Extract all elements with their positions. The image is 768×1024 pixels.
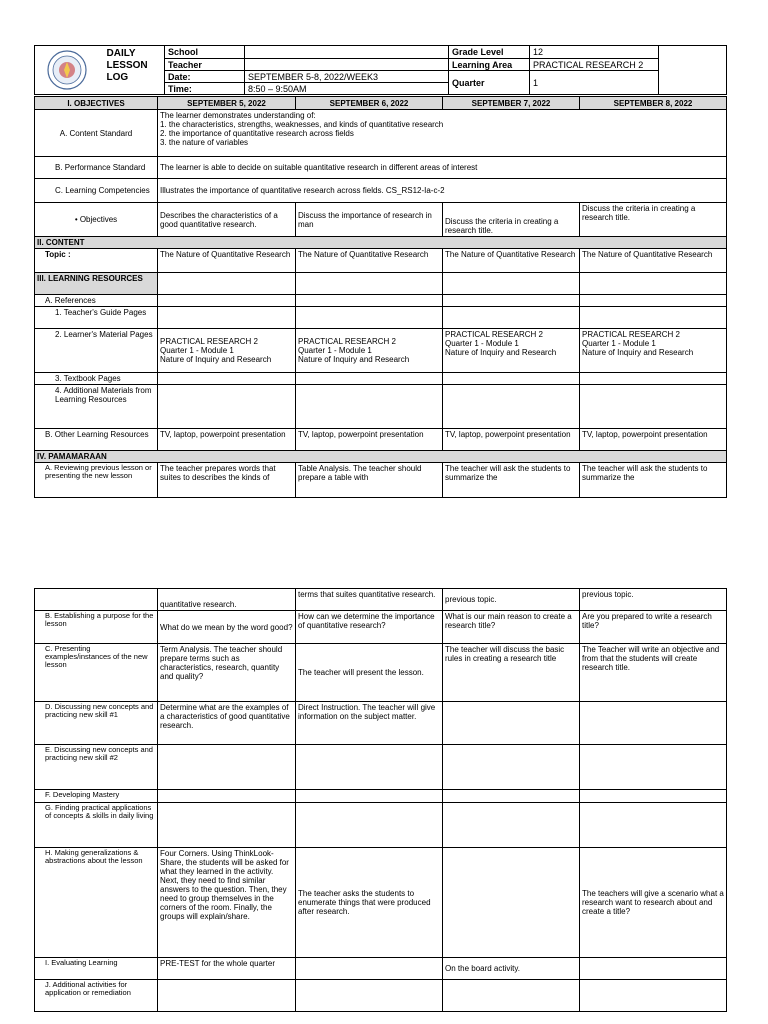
daily-lesson-log-title: DAILY LESSON LOG — [104, 46, 165, 95]
establishing-day-2: How can we determine the importance of quantitative research? — [296, 611, 443, 644]
mastery-label: F. Developing Mastery — [35, 790, 158, 803]
presenting-day-2: The teacher will present the lesson. — [296, 644, 443, 702]
establishing-day-4: Are you prepared to write a research title? — [580, 611, 727, 644]
teachers-guide-label: 1. Teacher's Guide Pages — [35, 307, 158, 329]
objectives-day-3: Discuss the criteria in creating a research title. — [443, 203, 580, 237]
teacher-value — [245, 59, 449, 71]
learning-area-value: PRACTICAL RESEARCH 2 — [530, 59, 659, 71]
grade-level-value: 12 — [530, 46, 659, 59]
quarter-label: Quarter — [449, 71, 530, 95]
performance-standard-label: B. Performance Standard — [35, 157, 158, 179]
reviewing-day-3: The teacher will ask the students to summarize the — [443, 463, 580, 498]
additional-materials-label: 4. Additional Materials from Learning Resources — [35, 385, 158, 429]
objectives-label: • Objectives — [35, 203, 158, 237]
header-table — [34, 45, 727, 95]
other-resources-day-2: TV, laptop, powerpoint presentation — [296, 429, 443, 451]
resources-heading: III. LEARNING RESOURCES — [35, 273, 158, 295]
objectives-day-1: Describes the characteristics of a good quantitative research. — [158, 203, 296, 237]
additional-activities-label: J. Additional activities for application or remediation — [35, 980, 158, 1012]
continued-day-3: previous topic. — [443, 589, 580, 611]
discussing-1-day-1: Determine what are the examples of a characteristics of good quantitative research. — [158, 702, 296, 745]
teacher-label: Teacher — [165, 59, 245, 71]
continued-day-1: quantitative research. — [158, 589, 296, 611]
learning-area-label: Learning Area — [449, 59, 530, 71]
continued-day-4: previous topic. — [580, 589, 727, 611]
generalizations-day-3 — [443, 848, 580, 958]
lesson-table-1 — [34, 96, 727, 498]
generalizations-label: H. Making generalizations & abstractions about the lesson — [35, 848, 158, 958]
discussing-1-day-3 — [443, 702, 580, 745]
lesson-log-page-2 — [0, 585, 768, 1024]
establishing-day-1: What do we mean by the word good? — [158, 611, 296, 644]
other-resources-label: B. Other Learning Resources — [35, 429, 158, 451]
learners-material-label: 2. Learner's Material Pages — [35, 329, 158, 373]
discussing-1-label: D. Discussing new concepts and practicing new skill #1 — [35, 702, 158, 745]
reviewing-day-1: The teacher prepares words that suites to describes the kinds of — [158, 463, 296, 498]
other-resources-day-4: TV, laptop, powerpoint presentation — [580, 429, 727, 451]
evaluating-label: I. Evaluating Learning — [35, 958, 158, 980]
time-label: Time: — [165, 83, 245, 95]
performance-standard-text: The learner is able to decide on suitable quantitative research in different areas of interest — [158, 157, 727, 179]
school-label: School — [165, 46, 245, 59]
date-value: SEPTEMBER 5-8, 2022/WEEK3 — [245, 71, 449, 83]
learners-material-day-2: PRACTICAL RESEARCH 2 Quarter 1 - Module 1 Nature of Inquiry and Research — [296, 329, 443, 373]
other-resources-day-1: TV, laptop, powerpoint presentation — [158, 429, 296, 451]
evaluating-day-1: PRE-TEST for the whole quarter — [158, 958, 296, 980]
day-header-3: SEPTEMBER 7, 2022 — [443, 97, 580, 110]
reviewing-label: A. Reviewing previous lesson or presenting the new lesson — [35, 463, 158, 498]
presenting-day-1: Term Analysis. The teacher should prepare terms such as characteristics, research, quantity and quality? — [158, 644, 296, 702]
generalizations-day-2: The teacher asks the students to enumerate things that were produced after research. — [296, 848, 443, 958]
discussing-2-label: E. Discussing new concepts and practicing new skill #2 — [35, 745, 158, 790]
content-heading: II. CONTENT — [35, 237, 727, 249]
generalizations-day-4: The teachers will give a scenario what a research want to research about and create a title? — [580, 848, 727, 958]
day-header-2: SEPTEMBER 6, 2022 — [296, 97, 443, 110]
presenting-day-3: The teacher will discuss the basic rules in creating a research title — [443, 644, 580, 702]
learners-material-day-3: PRACTICAL RESEARCH 2 Quarter 1 - Module 1 Nature of Inquiry and Research — [443, 329, 580, 373]
topic-day-2: The Nature of Quantitative Research — [296, 249, 443, 273]
evaluating-day-4 — [580, 958, 727, 980]
competencies-label: C. Learning Competencies — [35, 179, 158, 203]
quarter-value: 1 — [530, 71, 659, 95]
topic-day-3: The Nature of Quantitative Research — [443, 249, 580, 273]
date-label: Date: — [165, 71, 245, 83]
reviewing-day-4: The teacher will ask the students to summarize the — [580, 463, 727, 498]
learners-material-day-4: PRACTICAL RESEARCH 2 Quarter 1 - Module 1 Nature of Inquiry and Research — [580, 329, 727, 373]
establishing-day-3: What is our main reason to create a research title? — [443, 611, 580, 644]
reviewing-day-2: Table Analysis. The teacher should prepare a table with — [296, 463, 443, 498]
evaluating-day-3: On the board activity. — [443, 958, 580, 980]
references-label: A. References — [35, 295, 158, 307]
topic-day-1: The Nature of Quantitative Research — [158, 249, 296, 273]
learners-material-day-1: PRACTICAL RESEARCH 2 Quarter 1 - Module 1 Nature of Inquiry and Research — [158, 329, 296, 373]
content-standard-label: A. Content Standard — [35, 110, 158, 157]
generalizations-day-1: Four Corners. Using ThinkLook-Share, the students will be asked for what they learned in the activity. Next, they need to find similar answers to the question. Then, they need to group themselves in the corners of the room. Finally, the groups will explain/share. — [158, 848, 296, 958]
discussing-1-day-4 — [580, 702, 727, 745]
discussing-1-day-2: Direct Instruction. The teacher will give information on the subject matter. — [296, 702, 443, 745]
evaluating-day-2 — [296, 958, 443, 980]
lesson-table-2 — [34, 588, 727, 1012]
textbook-label: 3. Textbook Pages — [35, 373, 158, 385]
practical-label: G. Finding practical applications of concepts & skills in daily living — [35, 803, 158, 848]
grade-level-label: Grade Level — [449, 46, 530, 59]
presenting-day-4: The Teacher will write an objective and from that the students will create research title. — [580, 644, 727, 702]
school-value — [245, 46, 449, 59]
competencies-text: Illustrates the importance of quantitative research across fields. CS_RS12-Ia-c-2 — [158, 179, 727, 203]
continued-day-2: terms that suites quantitative research. — [296, 589, 443, 611]
topic-day-4: The Nature of Quantitative Research — [580, 249, 727, 273]
objectives-day-2: Discuss the importance of research in man — [296, 203, 443, 237]
objectives-day-4: Discuss the criteria in creating a research title. — [580, 203, 727, 237]
presenting-label: C. Presenting examples/instances of the new lesson — [35, 644, 158, 702]
content-standard-text: The learner demonstrates understanding of: 1. the characteristics, strengths, weaknesses, and kinds of quantitative research 2. the importance of quantitative research across fields 3. the nature of variables — [158, 110, 727, 157]
other-resources-day-3: TV, laptop, powerpoint presentation — [443, 429, 580, 451]
establishing-label: B. Establishing a purpose for the lesson — [35, 611, 158, 644]
time-value: 8:50 – 9:50AM — [245, 83, 449, 95]
topic-label: Topic : — [35, 249, 158, 273]
procedures-heading: IV. PAMAMARAAN — [35, 451, 727, 463]
objectives-heading: I. OBJECTIVES — [35, 97, 158, 110]
day-header-1: SEPTEMBER 5, 2022 — [158, 97, 296, 110]
day-header-4: SEPTEMBER 8, 2022 — [580, 97, 727, 110]
